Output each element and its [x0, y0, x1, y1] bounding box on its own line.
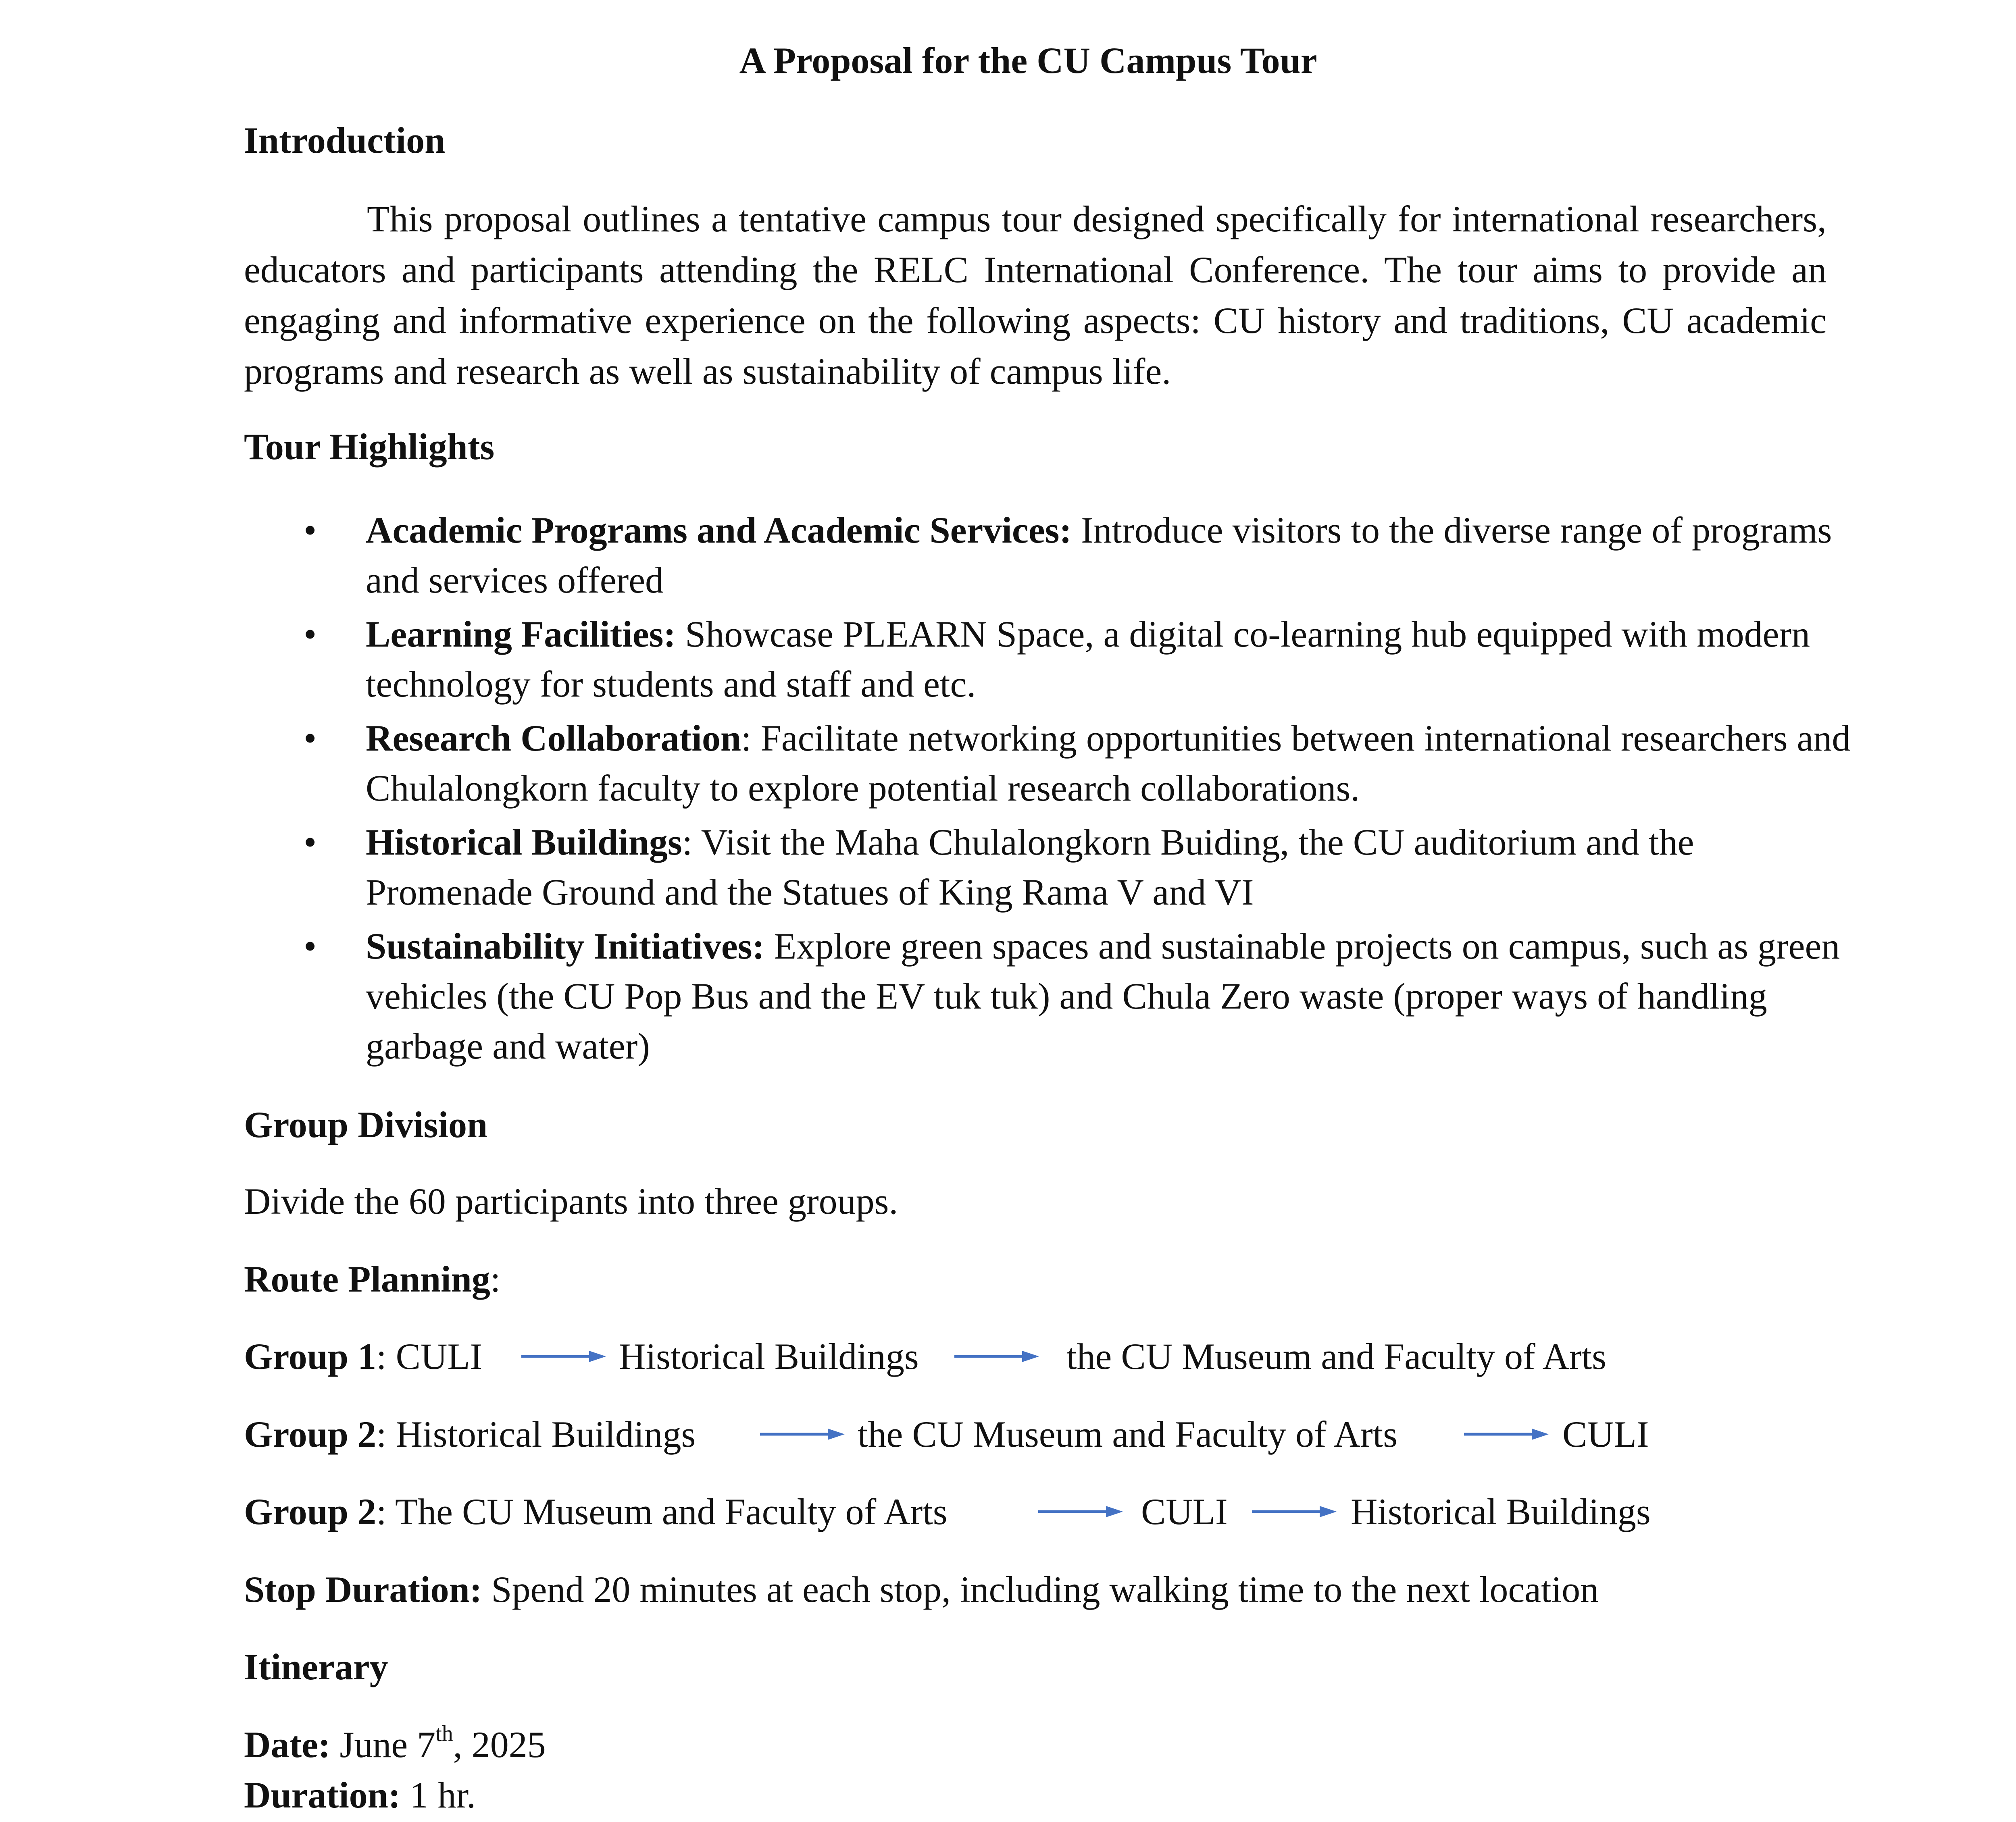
list-item — [244, 921, 1857, 1071]
route-planning-colon: : — [490, 1258, 501, 1300]
route-arrow-icon — [1464, 1428, 1549, 1440]
stop-duration — [244, 1567, 1599, 1612]
route-arrow-icon — [1252, 1506, 1337, 1518]
date-superscript: th — [435, 1721, 453, 1747]
bullet-icon: • — [304, 926, 317, 967]
list-item — [244, 817, 1857, 917]
stop-duration-text: Spend 20 minutes at each stop, including walking time to the next location — [482, 1569, 1599, 1610]
itinerary-heading: Itinerary — [244, 1646, 388, 1687]
itinerary-date — [244, 1722, 546, 1767]
date-label: Date: — [244, 1724, 331, 1765]
introduction-paragraph — [244, 193, 1826, 397]
route-first-stop: : CULI — [376, 1336, 483, 1377]
tour-highlights-list — [244, 505, 1857, 1075]
introduction-heading: Introduction — [244, 120, 446, 161]
bullet-icon: • — [304, 718, 317, 759]
route-group-label: Group 2 — [244, 1491, 377, 1532]
introduction-text: This proposal outlines a tentative campus tour designed specifically for international researchers, educators and participants attending the RELC International Conference. The tour aims to provide an engaging and informative experience on the following aspects: CU history and traditions, CU academic programs and research as well as sustainability of campus life. — [244, 198, 1826, 392]
bullet-icon: • — [304, 822, 317, 863]
duration-label: Duration: — [244, 1774, 401, 1816]
route-third-stop: CULI — [1562, 1414, 1649, 1455]
route-start — [244, 1334, 482, 1379]
itinerary-duration — [244, 1773, 476, 1817]
route-group-label: Group 2 — [244, 1414, 377, 1455]
route-second-stop: the CU Museum and Faculty of Arts — [858, 1414, 1397, 1455]
highlight-label: Sustainability Initiatives: — [366, 926, 765, 967]
list-item — [244, 713, 1857, 813]
document-title: A Proposal for the CU Campus Tour — [739, 40, 1317, 81]
route-arrow-icon — [760, 1428, 845, 1440]
route-arrow-icon — [954, 1350, 1039, 1362]
route-second-stop: Historical Buildings — [619, 1336, 919, 1377]
group-division-text: Divide the 60 participants into three groups. — [244, 1181, 898, 1222]
date-year: , 2025 — [453, 1724, 546, 1765]
list-item — [244, 505, 1857, 605]
route-start — [244, 1412, 696, 1456]
route-second-stop: CULI — [1141, 1491, 1228, 1532]
route-arrow-icon — [521, 1350, 606, 1362]
highlight-text: : Facilitate networking opportunities between international researchers and Chulalongkorn faculty to explore potential research collaborations. — [366, 718, 1851, 809]
highlight-text: Introduce visitors to the diverse range of programs and services offered — [366, 510, 1832, 601]
highlight-label: Learning Facilities: — [366, 614, 676, 655]
route-third-stop: Historical Buildings — [1351, 1491, 1651, 1532]
route-arrow-icon — [1038, 1506, 1123, 1518]
highlight-label: Historical Buildings — [366, 822, 682, 863]
bullet-icon: • — [304, 614, 317, 655]
highlight-text: Explore green spaces and sustainable projects on campus, such as green vehicles (the CU Pop Bus and the EV tuk tuk) and Chula Zero waste (proper ways of handling garbage and water) — [366, 926, 1840, 1067]
tour-highlights-heading: Tour Highlights — [244, 426, 495, 467]
duration-text: 1 hr. — [400, 1774, 476, 1816]
route-third-stop: the CU Museum and Faculty of Arts — [1066, 1336, 1606, 1377]
list-item — [244, 609, 1857, 709]
highlight-text: Showcase PLEARN Space, a digital co-learning hub equipped with modern technology for students and staff and etc. — [366, 614, 1810, 705]
route-group-label: Group 1 — [244, 1336, 377, 1377]
bullet-icon: • — [304, 510, 317, 551]
highlight-label: Research Collaboration — [366, 718, 741, 759]
date-text: June 7 — [330, 1724, 436, 1765]
route-first-stop: : Historical Buildings — [376, 1414, 696, 1455]
highlight-text: : Visit the Maha Chulalongkorn Buiding, the CU auditorium and the Promenade Ground and the Statues of King Rama V and VI — [366, 822, 1694, 913]
route-first-stop: : The CU Museum and Faculty of Arts — [376, 1491, 948, 1532]
group-division-heading: Group Division — [244, 1104, 488, 1145]
stop-duration-label: Stop Duration: — [244, 1569, 482, 1610]
route-planning-heading — [244, 1257, 500, 1301]
route-start — [244, 1489, 948, 1534]
route-planning-label: Route Planning — [244, 1258, 490, 1300]
highlight-label: Academic Programs and Academic Services: — [366, 510, 1072, 551]
